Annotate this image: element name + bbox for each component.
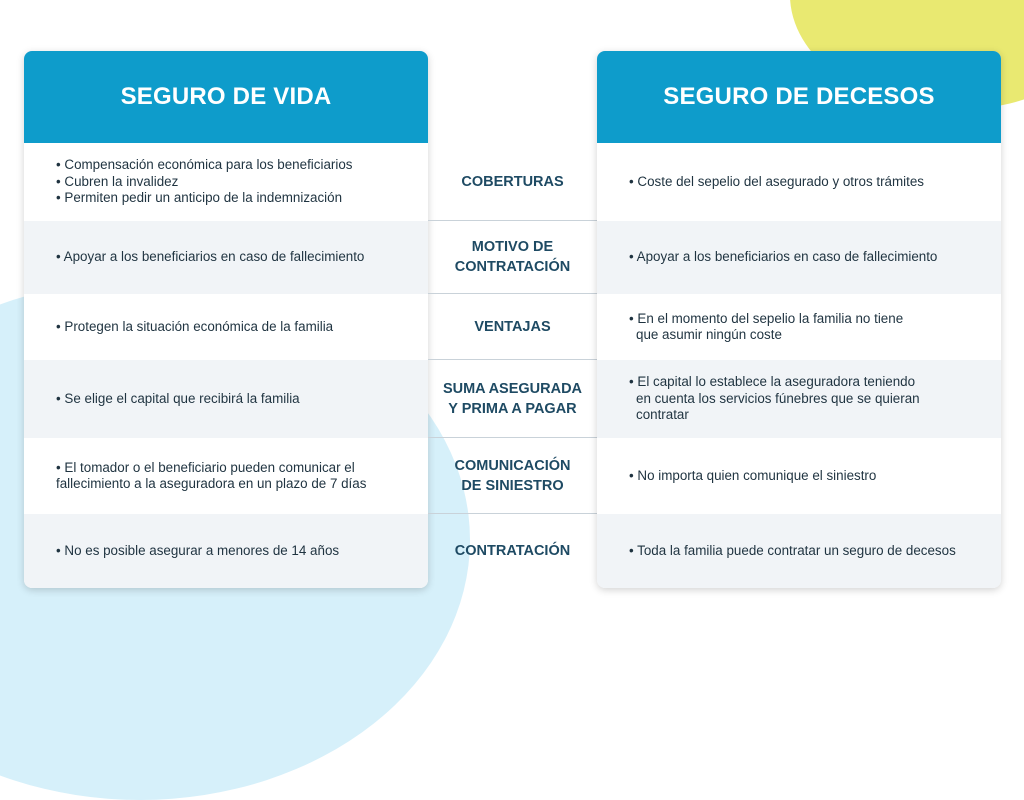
decesos-row-motivo	[597, 221, 1001, 294]
category-text: CONTRATACIÓN	[454, 543, 571, 559]
category-suma	[428, 360, 597, 438]
decesos-text: • En el momento del sepelio la familia no tiene	[629, 310, 904, 326]
decesos-text: • Toda la familia puede contratar un seguro de decesos	[629, 542, 956, 558]
decesos-text: • Coste del sepelio del asegurado y otros trámites	[629, 173, 924, 189]
category-text: VENTAJAS	[474, 318, 551, 335]
category-contratacion	[428, 514, 597, 588]
card-title-decesos: SEGURO DE DECESOS	[597, 51, 1001, 143]
decesos-text: • No importa quien comunique el siniestro	[629, 467, 877, 483]
category-text: Y PRIMA A PAGAR	[448, 400, 577, 417]
vida-row-comunicacion	[24, 438, 428, 514]
vida-row-coberturas	[24, 143, 428, 221]
decesos-text: • El capital lo establece la aseguradora teniendo	[629, 374, 916, 390]
category-text: DE SINIESTRO	[461, 477, 564, 494]
card-title-vida: SEGURO DE VIDA	[24, 51, 428, 143]
category-coberturas	[428, 143, 597, 221]
category-motivo	[428, 221, 597, 294]
decesos-text: • Apoyar a los beneficiarios en caso de fallecimiento	[629, 249, 938, 265]
decesos-row-comunicacion	[597, 438, 1001, 514]
vida-text: fallecimiento a la aseguradora en un plazo de 7 días	[56, 476, 367, 491]
decesos-row-ventajas	[597, 294, 1001, 360]
category-column	[428, 143, 597, 588]
vida-row-motivo	[24, 221, 428, 294]
card-seguro-de-vida	[24, 51, 428, 588]
decesos-row-contratacion	[597, 514, 1001, 588]
vida-text: • Apoyar a los beneficiarios en caso de fallecimiento	[56, 249, 365, 265]
category-text: SUMA ASEGURADA	[442, 380, 583, 397]
vida-row-contratacion	[24, 514, 428, 588]
decesos-row-coberturas	[597, 143, 1001, 221]
vida-text: • El tomador o el beneficiario pueden comunicar el	[56, 459, 355, 475]
decesos-row-suma	[597, 360, 1001, 438]
vida-row-suma	[24, 360, 428, 438]
vida-text: • Cubren la invalidez	[56, 173, 179, 189]
decesos-text: en cuenta los servicios fúnebres que se quieran	[636, 390, 920, 406]
vida-text: • No es posible asegurar a menores de 14 años	[56, 542, 340, 558]
category-text: CONTRATACIÓN	[454, 259, 571, 275]
vida-row-ventajas	[24, 294, 428, 360]
category-ventajas	[428, 294, 597, 360]
decesos-text: que asumir ningún coste	[636, 327, 782, 342]
card-seguro-de-decesos	[597, 51, 1001, 588]
decesos-text: contratar	[636, 407, 689, 423]
category-text: MOTIVO DE	[471, 239, 554, 255]
category-text: COBERTURAS	[461, 173, 564, 190]
vida-text: • Permiten pedir un anticipo de la indemnización	[56, 190, 343, 206]
vida-text: • Compensación económica para los beneficiarios	[56, 157, 353, 173]
category-text: COMUNICACIÓN	[454, 457, 571, 474]
vida-text: • Protegen la situación económica de la familia	[56, 318, 334, 334]
vida-text: • Se elige el capital que recibirá la familia	[56, 390, 300, 406]
category-comunicacion	[428, 438, 597, 514]
